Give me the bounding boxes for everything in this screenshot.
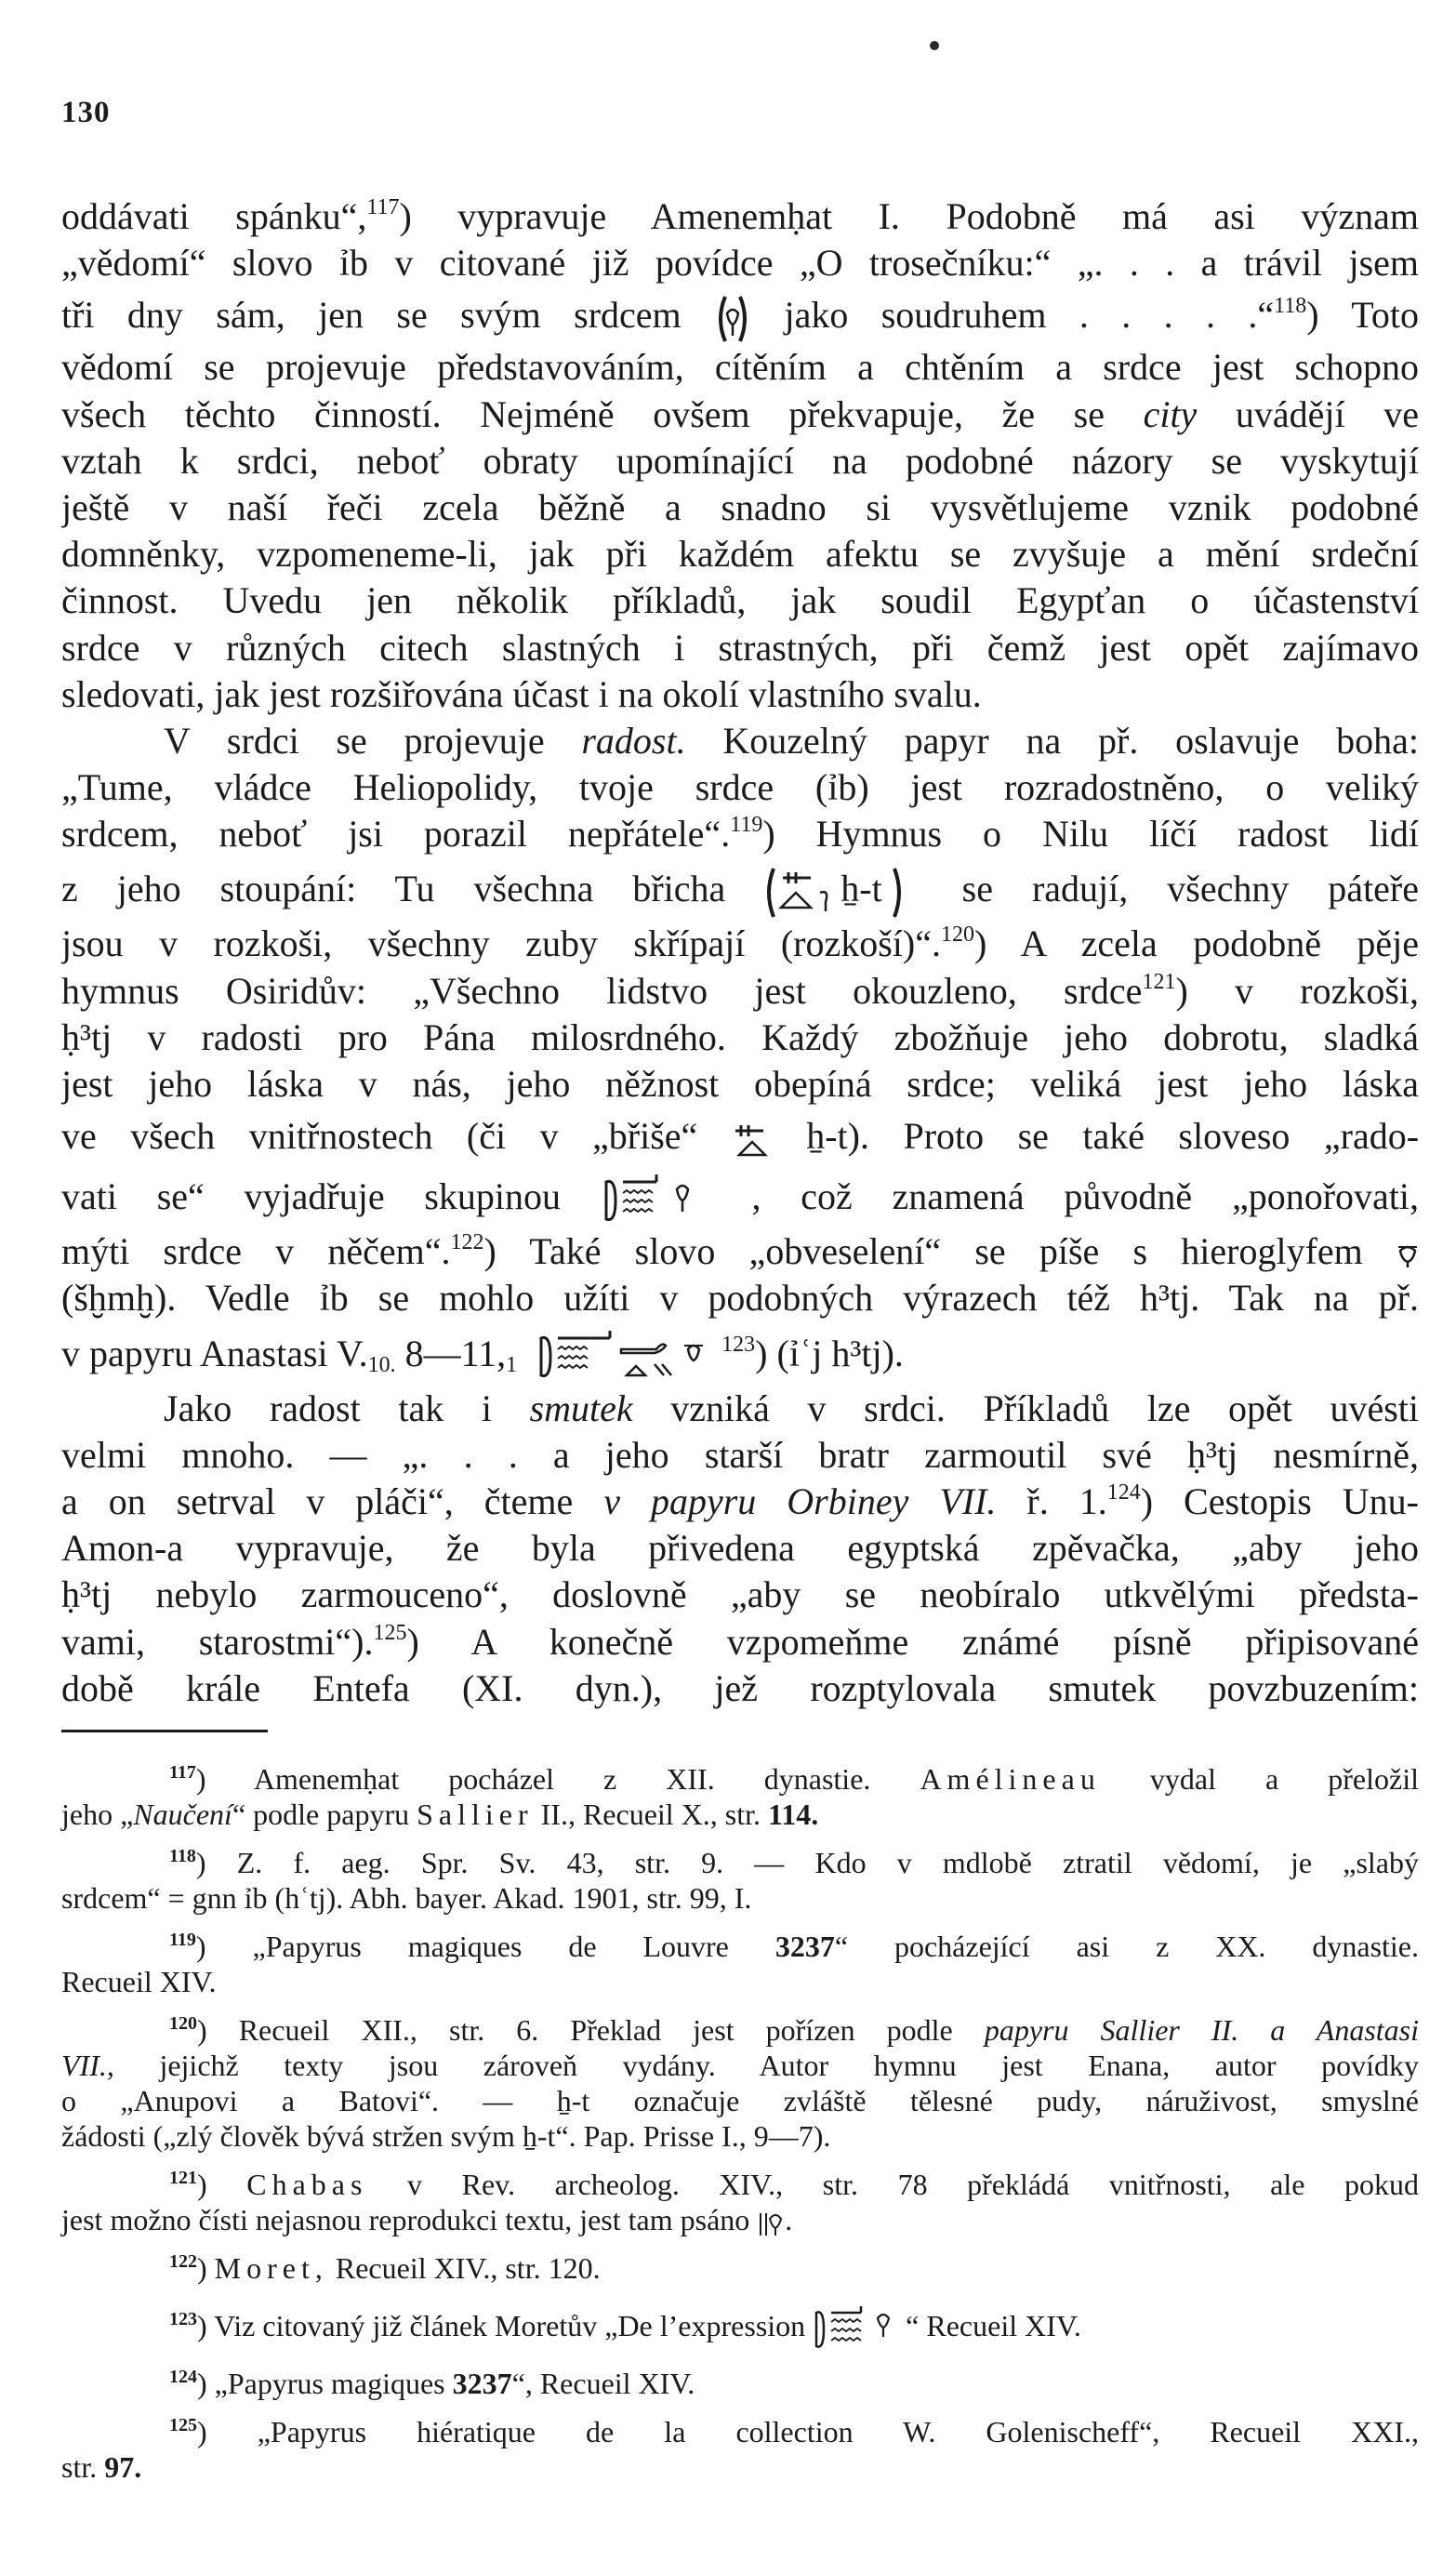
text-line: vati se“ vyjadřuje skupinou , což znamená původně „ponořovati,: [61, 1165, 1419, 1228]
text-line: velmi mnoho. — „. . . a jeho starší bratr zarmoutil své ḥ³tj nesmírně,: [61, 1433, 1419, 1476]
text-line: vztah k srdci, neboť obraty upomínající na podobné názory se vyskytují: [61, 439, 1419, 482]
text-line: době krále Entefa (XI. dyn.), jež rozptylovala smutek povzbuzením:: [61, 1666, 1419, 1709]
water-heart-hieroglyph-icon: [813, 2303, 906, 2355]
text-line: jsou v rozkoši, všechny zuby skřípají (rozkoší)“.$^{120}$) A zcela podobně pěje: [61, 922, 1419, 965]
text-line: V srdci se projevuje radost. Kouzelný papyr na př. oslavuje boha:: [164, 719, 1419, 762]
text-line: z jeho stoupání: Tu všechna břicha ẖ-t se radují, všechny páteře: [61, 857, 1419, 921]
main-text: [61, 193, 1419, 1712]
footnote-117: $^{117}$) Amenemḥat pocházel z XII. dynastie. Amélineau vydal a přeložil jeho „Naučení“ podle papyru Sallier II., Recueil X., str. 114.: [61, 1762, 1419, 1831]
footnote-separator: [61, 1730, 268, 1732]
footnote-125: $^{125}$) „Papyrus hiératique de la collection W. Golenischeff“, Recueil XXI., str. 97.: [61, 2415, 1419, 2484]
text-line: srdcem, neboť jsi porazil nepřátele“.$^{119}$) Hymnus o Nilu líčí radost lidí: [61, 813, 1419, 856]
water-arm-heart-hieroglyph-icon: [536, 1327, 721, 1387]
text-line: a on setrval v pláči“, čteme v papyru Orbiney VII. ř. 1.$^{124}$) Cestopis Unu-: [61, 1479, 1419, 1522]
text-line: ḥ³tj nebylo zarmouceno“, doslovně „aby se neobíralo utkvělými předsta-: [61, 1573, 1419, 1616]
footnote-121: $^{121}$) Chabas v Rev. archeolog. XIV., str. 78 překládá vnitřnosti, ale pokud jest možno čísti nejasnou reprodukci textu, jest tam psáno .: [61, 2168, 1420, 2236]
text-line: mýti srdce v něčem“.$^{122}$) Také slovo „obveselení“ se píše s hieroglyfem: [61, 1228, 1419, 1275]
water-heart-hieroglyph-icon: [601, 1171, 712, 1228]
text-line: srdce v různých citech slastných i strastných, při čemž jest opět zajímavo: [61, 626, 1419, 669]
text-line: hymnus Osiridův: „Všechno lidstvo jest okouzleno, srdce$^{121}$) v rozkoši,: [61, 969, 1419, 1012]
footnote-123: $^{123}$) Viz citovaný již článek Moretův „De l’expression “ Recueil XIV.: [61, 2299, 1419, 2353]
footnotes: [61, 1748, 1419, 2485]
footnote-118: $^{118}$) Z. f. aeg. Spr. Sv. 43, str. 9. — Kdo v mdlobě ztratil vědomí, je „slabý srdcem“ = gnn ỉb (hʿtj). Abh. bayer. Akad. 1901, str. 99, I.: [61, 1846, 1419, 1915]
belly-hieroglyph-icon: [757, 2209, 785, 2237]
text-line: „Tume, vládce Heliopolidy, tvoje srdce (ỉb) jest rozradostněno, o veliký: [61, 766, 1419, 809]
text-line: jest jeho láska v nás, jeho něžnost obepíná srdce; veliká jest jeho láska: [61, 1063, 1419, 1105]
text-line: tři dny sám, jen se svým srdcem jako soudruhem . . . . .“$^{118}$) Toto: [61, 286, 1419, 344]
text-line: domněnky, vzpomeneme-li, jak při každém afektu se zvyšuje a mění srdeční: [61, 533, 1419, 576]
text-line: ještě v naší řeči zcela běžně a snadno si vysvětlujeme vznik podobné: [61, 485, 1419, 528]
heart-hieroglyph-icon: [714, 293, 751, 344]
text-line: sledovati, jak jest rozšiřována účast i na okolí vlastního svalu.: [61, 672, 982, 715]
page-number: 130: [61, 96, 111, 129]
print-speck: [930, 41, 939, 50]
footnote-120: $^{120}$) Recueil XII., str. 6. Překlad jest pořízen podle papyru Sallier II. a Anastasi VII., jejichž texty jsou zároveň vydány. Autor hymnu jest Enana, autor povídky o „Anupovi a Batovi“. — ẖ-t označuje zvláště tělesné pudy, náruživost, smyslné žádosti („zlý člověk bývá stržen svým ẖ-t“. Pap. Prisse I., 9—7).: [61, 2013, 1420, 2153]
belly-hieroglyph-icon: [764, 865, 904, 921]
text-line: Jako radost tak i smutek vzniká v srdci. Příkladů lze opět uvésti: [164, 1387, 1419, 1429]
text-line: v papyru Anastasi V.10. 8—11,1 $^{123}$) (ỉʿj h³tj).: [61, 1322, 1419, 1386]
text-line: ve všech vnitřnostech (či v „břiše“ ẖ-t). Proto se také sloveso „rado-: [61, 1115, 1419, 1158]
text-line: vědomí se projevuje představováním, cítěním a chtěním a srdce jest schopno: [61, 346, 1419, 389]
belly-hieroglyph-icon: [732, 1121, 773, 1159]
text-line: všech těchto činností. Nejméně ovšem překvapuje, že se city uvádějí ve: [61, 392, 1419, 435]
heart-hieroglyph-icon: [1396, 1241, 1419, 1269]
footnote-124: $^{124}$) „Papyrus magiques 3237“, Recueil XIV.: [169, 2367, 695, 2400]
text-line: činnost. Uvedu jen několik příkladů, jak soudil Egypťan o účastenství: [61, 579, 1419, 622]
footnote-119: $^{119}$) „Papyrus magiques de Louvre 3237“ pocházející asi z XX. dynastie. Recueil XIV.: [61, 1930, 1419, 1998]
footnote-122: $^{122}$) Moret, Recueil XIV., str. 120.: [169, 2251, 601, 2285]
text-line: „vědomí“ slovo ỉb v citované již povídce „O trosečníku:“ „. . . a trávil jsem: [61, 242, 1419, 285]
text-line: ḥ³tj v radosti pro Pána milosrdného. Každý zbožňuje jeho dobrotu, sladká: [61, 1015, 1419, 1058]
text-line: Amon-a vypravuje, že byla přivedena egyptská zpěvačka, „aby jeho: [61, 1527, 1419, 1570]
text-line: oddávati spánku“,$^{117}$) vypravuje Amenemḥat I. Podobně má asi význam: [61, 195, 1419, 237]
text-line: (šḫmḫ). Vedle ỉb se mohlo užíti v podobných výrazech též h³tj. Tak na př.: [61, 1277, 1419, 1320]
text-line: vami, starostmi“).$^{125}$) A konečně vzpomeňme známé písně připisované: [61, 1620, 1419, 1663]
